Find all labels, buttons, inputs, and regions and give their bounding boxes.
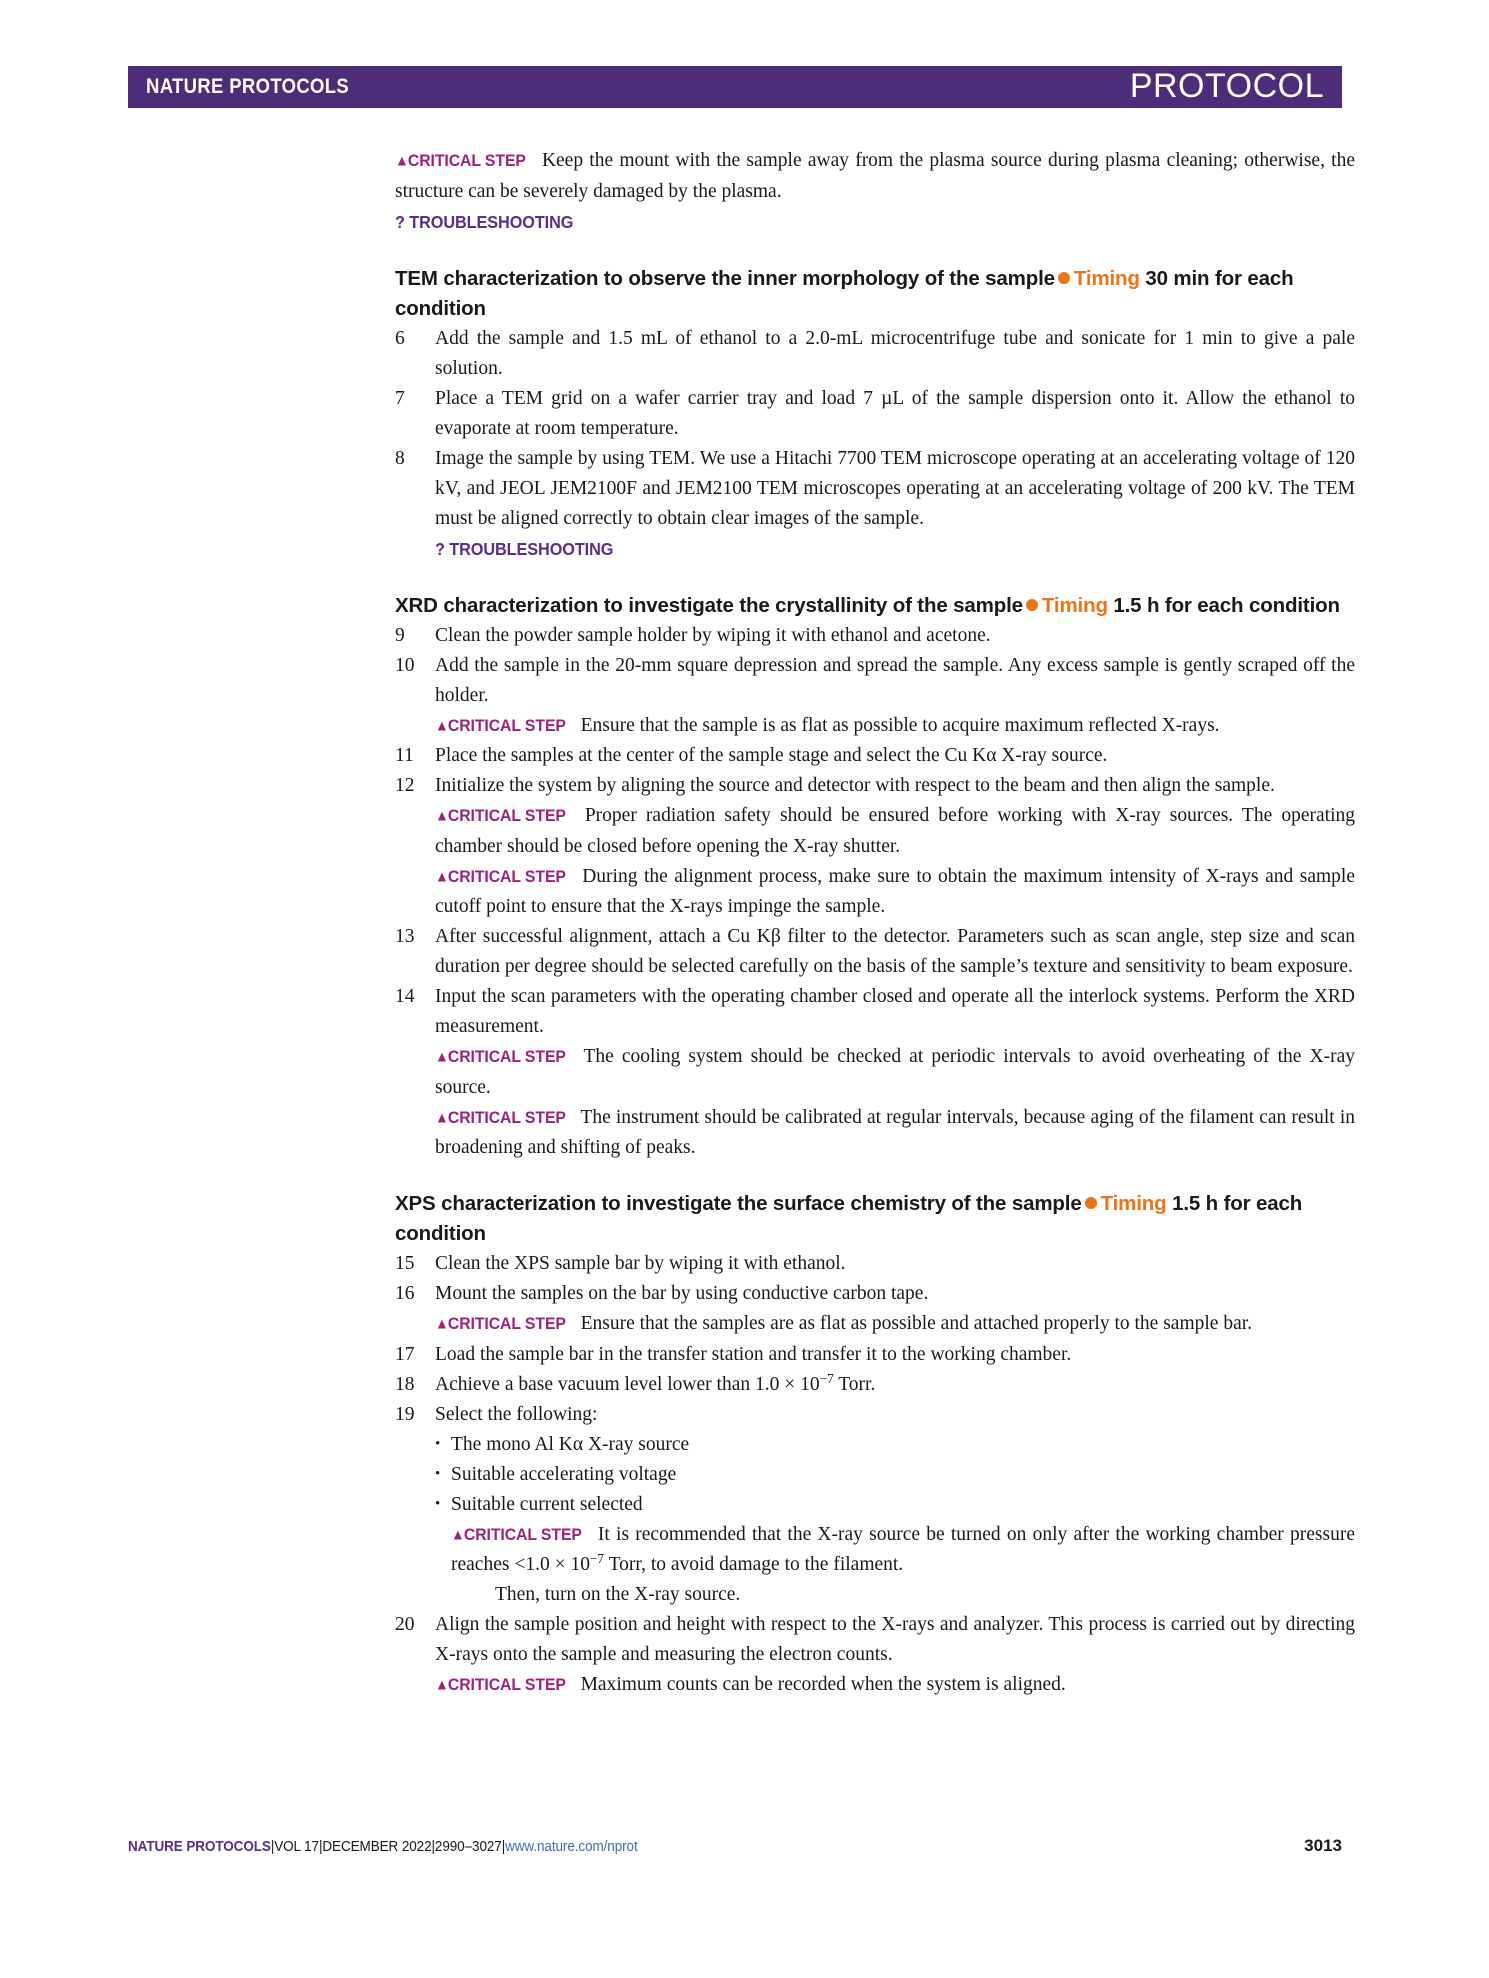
critical-step-text: CRITICAL STEP: [447, 1047, 566, 1066]
step-8: [395, 444, 1355, 565]
step-text: Place a TEM grid on a wafer carrier tray and load 7 µL of the sample dispersion onto it. Allow the ethanol to evaporate at room temperature.: [435, 387, 1355, 439]
footer-volume-info: |VOL 17|DECEMBER 2022|2990–3027|: [270, 1838, 506, 1855]
spacer: [395, 1163, 1355, 1189]
masthead-article-type: PROTOCOL: [1129, 67, 1324, 105]
step-text: Place the samples at the center of the sample stage and select the Cu Kα X-ray source.: [435, 745, 1108, 766]
critical-step-text: CRITICAL STEP: [463, 1524, 582, 1544]
step-18: [395, 1370, 1355, 1400]
step-19-critical-wrapper: [435, 1520, 1355, 1611]
step-number: 8: [395, 447, 405, 469]
step-number: 15: [395, 1253, 415, 1274]
triangle-icon: ▲: [435, 1315, 448, 1333]
step-body: [435, 1400, 1355, 1611]
critical-step: [435, 711, 1355, 742]
triangle-icon: ▲: [435, 1048, 448, 1066]
step-body: [435, 1340, 1355, 1370]
timing-dot-icon: [1026, 599, 1038, 611]
step-number: 7: [395, 387, 405, 409]
list-item: • Suitable accelerating voltage: [435, 1460, 1355, 1490]
step-number: 11: [395, 745, 414, 766]
step-20: [395, 1610, 1355, 1701]
step-number: 12: [395, 775, 415, 796]
critical-step-label: [435, 801, 566, 832]
troubleshooting-label: ? TROUBLESHOOTING: [395, 211, 574, 232]
critical-step-body: The instrument should be calibrated at regular intervals, because aging of the filament can result in broadening and shifting of peaks.: [435, 1106, 1355, 1158]
troubleshooting-line-1: [395, 207, 1355, 238]
step-number: 6: [395, 327, 405, 349]
critical-step-label: [435, 862, 566, 893]
section-heading-tem-text: TEM characterization to observe the inner morphology of the sample: [395, 266, 1055, 290]
critical-step-text: CRITICAL STEP: [447, 715, 566, 735]
critical-step-body: Keep the mount with the sample away from the plasma source during plasma cleaning; otherwise, the structure can be severely damaged by the plasma.: [395, 150, 1355, 202]
critical-step: [451, 1520, 1355, 1581]
critical-step-label: [435, 1670, 566, 1701]
step-19-bullet-list: [435, 1430, 1355, 1520]
troubleshooting-label: ? TROUBLESHOOTING: [435, 538, 614, 559]
step-body: [435, 324, 1355, 384]
timing-dot-icon: [1085, 1197, 1097, 1209]
step-body: [435, 621, 1355, 651]
critical-step-text: CRITICAL STEP: [447, 866, 566, 886]
section-heading-xrd-text: XRD characterization to investigate the crystallinity of the sample: [395, 593, 1023, 617]
critical-step-text: CRITICAL STEP: [447, 1314, 566, 1333]
section-heading-xps: [395, 1189, 1355, 1249]
step-text-pre: Achieve a base vacuum level lower than 1.0 × 10: [435, 1373, 820, 1395]
critical-step-label: [451, 1520, 582, 1551]
step-7: [395, 384, 1355, 444]
timing-label: Timing: [1100, 1192, 1167, 1215]
triangle-icon: ▲: [435, 1676, 448, 1694]
step-text: [435, 1370, 1355, 1400]
section-heading-tem: [395, 264, 1355, 324]
spacer: [395, 565, 1355, 591]
timing-value-xrd: 1.5 h for each condition: [1113, 593, 1340, 617]
step-number: 10: [395, 654, 415, 676]
list-item: • Suitable current selected: [435, 1490, 1355, 1520]
critical-step-text: CRITICAL STEP: [447, 806, 566, 825]
step-body: [435, 384, 1355, 444]
step-11: [395, 741, 1355, 771]
critical-step-body-post: Torr, to avoid damage to the filament.: [604, 1554, 904, 1575]
critical-step-body: Ensure that the sample is as flat as possible to acquire maximum reflected X-rays.: [580, 714, 1220, 736]
critical-step: [435, 1042, 1355, 1103]
exponent: −7: [819, 1370, 834, 1386]
critical-step-body: Proper radiation safety should be ensured before working with X-ray sources. The operating chamber should be closed before opening the X-ray shutter.: [435, 805, 1355, 857]
critical-step-label: [395, 146, 526, 177]
step-15: [395, 1249, 1355, 1279]
spacer: [395, 238, 1355, 264]
critical-step: [435, 1103, 1355, 1164]
step-body: [435, 1249, 1355, 1279]
carryover-critical-step: [395, 146, 1355, 207]
critical-step-text: CRITICAL STEP: [447, 1107, 566, 1127]
step-text: Add the sample and 1.5 mL of ethanol to a 2.0-mL microcentrifuge tube and sonicate for 1 min to give a pale solution.: [435, 327, 1355, 379]
step-text: Mount the samples on the bar by using conductive carbon tape.: [435, 1283, 929, 1304]
step-text: Load the sample bar in the transfer station and transfer it to the working chamber.: [435, 1343, 1072, 1365]
step-body: [435, 922, 1355, 982]
step-number: 16: [395, 1283, 415, 1304]
step-number: 9: [395, 624, 405, 646]
critical-step-body: During the alignment process, make sure to obtain the maximum intensity of X-rays and sample cutoff point to ensure that the X-rays impinge the sample.: [435, 865, 1355, 917]
masthead-journal-title: NATURE PROTOCOLS: [146, 75, 350, 98]
critical-step: [435, 1670, 1355, 1701]
step-body: [435, 1279, 1355, 1340]
step-6: [395, 324, 1355, 384]
step-13: [395, 922, 1355, 982]
step-body: [435, 741, 1355, 771]
step-text-post: Torr.: [833, 1373, 876, 1395]
critical-step-label: [435, 1042, 566, 1073]
step-text: Initialize the system by aligning the source and detector with respect to the beam and then align the sample.: [435, 775, 1275, 796]
footer-journal-name: NATURE PROTOCOLS: [128, 1838, 271, 1855]
step-10: [395, 651, 1355, 742]
step-body: [435, 1370, 1355, 1400]
exponent: −7: [589, 1551, 605, 1567]
step-body: [435, 982, 1355, 1163]
critical-step-label: [435, 1103, 566, 1134]
timing-label: Timing: [1041, 593, 1108, 617]
step-body: [435, 771, 1355, 922]
triangle-icon: ▲: [435, 807, 448, 825]
footer-citation-line: [128, 1838, 638, 1855]
triangle-icon: ▲: [395, 152, 408, 170]
main-text-column: [395, 146, 1355, 1701]
triangle-icon: ▲: [435, 1109, 448, 1126]
step-14: [395, 982, 1355, 1163]
footer-url-link[interactable]: www.nature.com/nprot: [505, 1838, 638, 1855]
critical-step-text: CRITICAL STEP: [447, 1675, 566, 1694]
footer-page-number: 3013: [1304, 1836, 1342, 1855]
timing-value-tem: 30 min for each condition: [395, 266, 1294, 320]
step-text: Clean the XPS sample bar by wiping it with ethanol.: [435, 1253, 846, 1274]
step-16: [395, 1279, 1355, 1340]
critical-step-label: [435, 1309, 566, 1340]
step-body: [435, 444, 1355, 565]
triangle-icon: ▲: [435, 868, 448, 885]
step-number: 14: [395, 986, 415, 1007]
step-19: [395, 1400, 1355, 1611]
step-text: Align the sample position and height with respect to the X-rays and analyzer. This process is carried out by directing X-rays onto the sample and measuring the electron counts.: [435, 1614, 1355, 1665]
critical-step-body: The cooling system should be checked at periodic intervals to avoid overheating of the X-ray source.: [435, 1046, 1355, 1098]
step-text: Image the sample by using TEM. We use a Hitachi 7700 TEM microscope operating at an accelerating voltage of 120 kV, and JEOL JEM2100F and JEM2100 TEM microscopes operating at an accelerating voltage of 200 kV. The TEM must be aligned correctly to obtain clear images of the sample.: [435, 447, 1355, 529]
critical-step-body: Ensure that the samples are as flat as possible and attached properly to the sample bar.: [580, 1313, 1253, 1334]
critical-step: [435, 1309, 1355, 1340]
triangle-icon: ▲: [435, 717, 448, 734]
step-9: [395, 621, 1355, 651]
critical-step-text: CRITICAL STEP: [407, 151, 526, 170]
critical-step-body: Maximum counts can be recorded when the system is aligned.: [580, 1674, 1066, 1695]
step-number: 18: [395, 1373, 415, 1395]
troubleshooting-line-2: [435, 534, 1355, 565]
step-number: 13: [395, 926, 415, 947]
section-heading-xrd: [395, 591, 1355, 621]
step-number: 20: [395, 1614, 415, 1635]
step-text: Select the following:: [435, 1403, 598, 1425]
step-text: Clean the powder sample holder by wiping it with ethanol and acetone.: [435, 624, 991, 646]
triangle-icon: ▲: [451, 1526, 464, 1543]
timing-label: Timing: [1073, 266, 1140, 290]
timing-value-xps: 1.5 h for each condition: [395, 1192, 1303, 1245]
step-number: 17: [395, 1343, 415, 1365]
step-body: [435, 1610, 1355, 1701]
step-number: 19: [395, 1403, 415, 1425]
list-item: • The mono Al Kα X-ray source: [435, 1430, 1355, 1460]
step-12: [395, 771, 1355, 922]
step-body: [435, 651, 1355, 742]
step-17: [395, 1340, 1355, 1370]
step-text: After successful alignment, attach a Cu Kβ filter to the detector. Parameters such as scan angle, step size and scan duration per degree should be selected carefully on the basis of the sample’s texture and sensitivity to beam exposure.: [435, 926, 1355, 977]
page-masthead: [128, 66, 1342, 108]
page-footer: [128, 1836, 1342, 1856]
step-text: Add the sample in the 20-mm square depression and spread the sample. Any excess sample is gently scraped off the holder.: [435, 654, 1355, 706]
critical-step: [435, 801, 1355, 862]
critical-step-label: [435, 711, 566, 742]
critical-step: [435, 862, 1355, 923]
step-19-trailing-line: Then, turn on the X-ray source.: [495, 1584, 741, 1605]
section-heading-xps-text: XPS characterization to investigate the surface chemistry of the sample: [395, 1192, 1082, 1215]
critical-step-body-pre: It is recommended that the X-ray source be turned on only after the working chamber pressure reaches <1.0 × 10: [451, 1523, 1355, 1575]
timing-dot-icon: [1058, 272, 1070, 284]
step-text: Input the scan parameters with the operating chamber closed and operate all the interlock systems. Perform the XRD measurement.: [435, 986, 1355, 1037]
